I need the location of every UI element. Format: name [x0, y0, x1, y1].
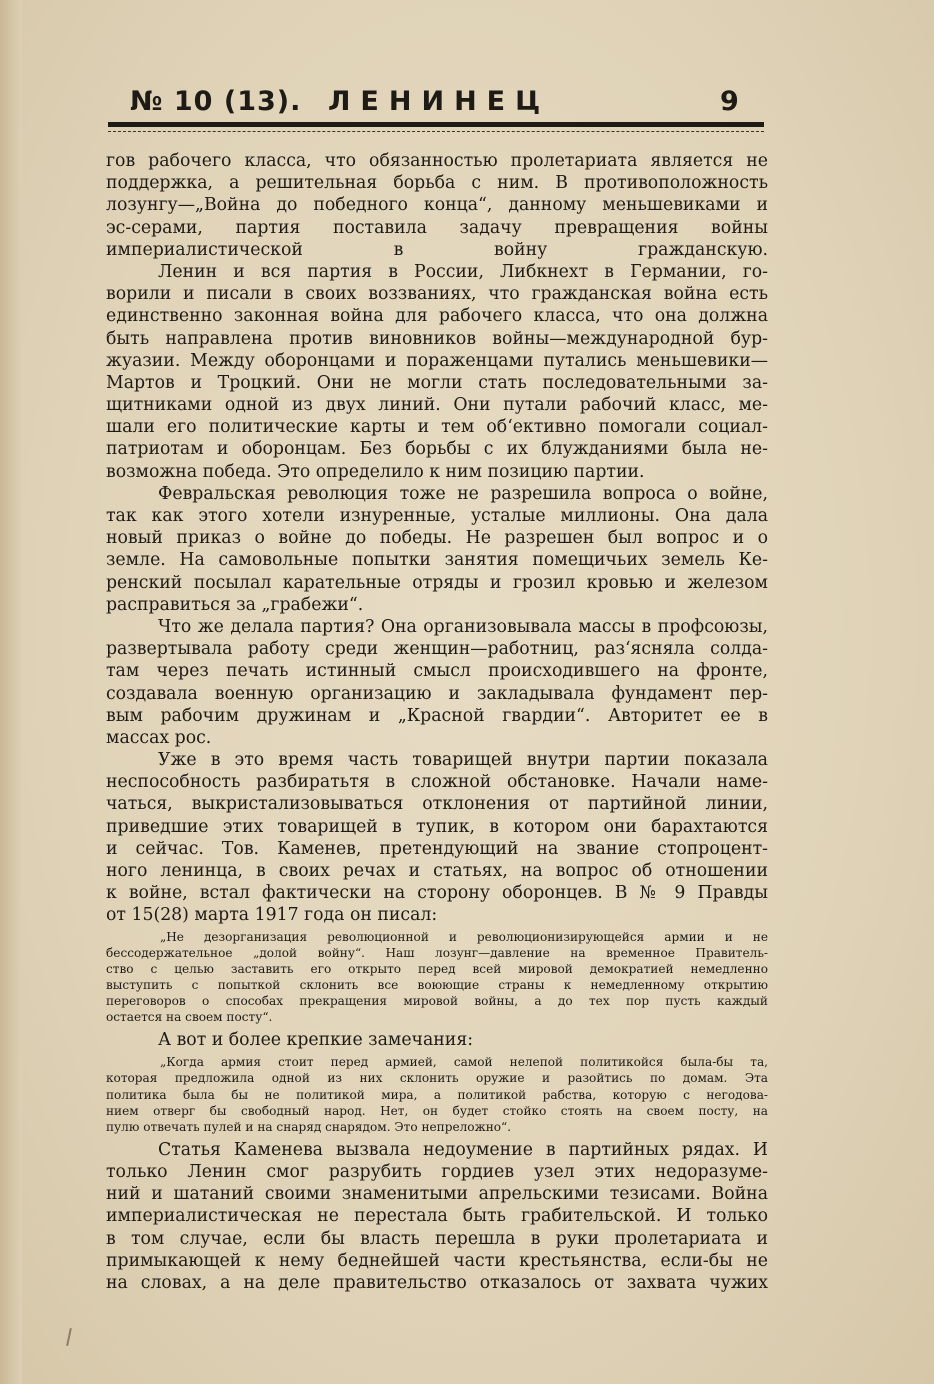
text-line: эс-серами, партия поставила задачу превращения войны: [106, 217, 768, 238]
text-line: только Ленин смог разрубить гордиев узел этих недоразуме-: [106, 1161, 768, 1182]
text-line: ренский посылал карательные отряды и грозил кровью и железом: [106, 572, 768, 593]
paragraph: [106, 150, 768, 261]
text-line: возможна победа. Это определило к ним позицию партии.: [106, 461, 645, 482]
text-line: неспособность разбиратьтя в сложной обстановке. Начали наме-: [106, 772, 768, 793]
text-line: чаться, выкристализовываться отклонения от партийной линии,: [106, 794, 768, 815]
text-line: А вот и более крепкие замечания:: [158, 1030, 474, 1051]
text-line: приведшие этих товарищей в тупик, в котором они барахтаются: [106, 816, 768, 837]
text-line: новый приказ о войне до победы. Не разрешен был вопрос и о: [106, 528, 768, 549]
article-body: [106, 150, 768, 1294]
block-quote: [106, 1054, 768, 1134]
text-line: империалистической в войну гражданскую.: [106, 239, 768, 260]
quote-line: пулю отвечать пулей и на снаряд снарядом. Это непреложно“.: [106, 1119, 512, 1134]
text-line: вым рабочим дружинам и „Красной гвардии“. Авторитет ее в: [106, 705, 768, 726]
text-line: лозунгу—„Война до победного конца“, данному меньшевиками и: [106, 195, 768, 216]
header-rule-dashed: [108, 131, 764, 132]
text-line: шали его политические карты и тем об‘ективно помогали социал-: [106, 417, 768, 438]
text-line: расправиться за „грабежи“.: [106, 594, 364, 615]
text-line: на словах, а на деле правительство отказалось от захвата чужих: [106, 1272, 768, 1293]
page-edge-shadow: [0, 0, 22, 1384]
text-line: Мартов и Троцкий. Они не могли стать последовательными за-: [106, 372, 768, 393]
text-line: создавала военную организацию и закладывала фундамент пер-: [106, 683, 768, 704]
text-line: ного ленинца, в своих речах и статьях, на вопрос об отношении: [106, 861, 768, 881]
text-line: от 15(28) марта 1917 года он писал:: [106, 905, 438, 926]
text-line: империалистическая не перестала быть грабительской. И только: [106, 1206, 768, 1227]
quote-line: бессодержательное „долой войну“. Наш лозунг—давление на временное Правитель-: [106, 945, 768, 960]
text-line: ворили и писали в своих воззваниях, что гражданская война есть: [106, 284, 768, 305]
quote-line: политика была бы не политикой мира, а политикой рабства, которую с негодова-: [106, 1087, 768, 1102]
text-line: Статья Каменева вызвала недоумение в партийных рядах. И: [158, 1139, 768, 1160]
text-line: к войне, встал фактически на сторону оборонцев. В № 9 Правды: [106, 883, 768, 904]
text-line: жуазии. Между оборонцами и пораженцами путались меньшевики—: [106, 350, 768, 371]
issue-number: № 10 (13).: [130, 86, 302, 117]
text-line: и сейчас. Тов. Каменев, претендующий на звание стопроцент-: [106, 838, 768, 859]
text-line: там через печать истинный смысл происходившего на фронте,: [106, 661, 768, 682]
text-line: Что же делала партия? Она организовывала массы в профсоюзы,: [158, 616, 768, 637]
quote-line: ство с целью заставить его открыто перед всей мировой демократией немедленно: [106, 961, 768, 976]
text-line: быть направлена против виновников войны—международной бур-: [106, 328, 768, 349]
paragraph: [106, 261, 768, 483]
newspaper-title: ЛЕНИНЕЦ: [328, 86, 551, 117]
quote-line: которая предложила одной из них склонить оружие и разойтись по домам. Эта: [106, 1071, 768, 1086]
paragraph: [106, 483, 768, 616]
text-line: примыкающей к нему беднейшей части крестьянства, если-бы не: [106, 1250, 768, 1271]
page-header: [108, 84, 764, 124]
quote-line: выступить с попыткой склонить все воюющие страны к немедленному открытию: [106, 977, 768, 992]
block-quote: [106, 929, 768, 1026]
text-line: Ленин и вся партия в России, Либкнехт в Германии, го-: [158, 261, 768, 282]
text-line: развертывала работу среди женщин—работниц, раз‘ясняла солда-: [106, 639, 768, 660]
quote-line: „Когда армия стоит перед армией, самой нелепой политикойся была-бы та,: [160, 1055, 768, 1070]
text-line: земле. На самовольные попытки занятия помещичьих земель Ке-: [106, 550, 768, 571]
paper-scratch: [66, 1328, 72, 1346]
page-number: 9: [720, 86, 739, 117]
text-line: так как этого хотели изнуренные, усталые миллионы. Она дала: [106, 506, 768, 526]
paragraph: [106, 1029, 768, 1051]
text-line: Февральская революция тоже не разрешила вопроса о войне,: [158, 483, 768, 504]
text-line: массах рос.: [106, 727, 212, 748]
text-line: поддержка, а решительная борьба с ним. В противоположность: [106, 173, 768, 194]
text-line: патриотам и оборонцам. Без борьбы с их блужданиями была не-: [106, 439, 768, 460]
text-line: единственно законная война для рабочего класса, что она должна: [106, 306, 768, 327]
text-line: в том случае, если бы власть перешла в руки пролетариата и: [106, 1228, 768, 1249]
quote-line: „Не дезорганизация революционной и революционизирующейся армии и не: [160, 929, 768, 944]
text-line: ний и шатаний своими знаменитыми апрельскими тезисами. Война: [106, 1184, 768, 1205]
quote-line: нием отверг бы свободный народ. Нет, он будет стойко стоять на своем посту, на: [106, 1103, 768, 1118]
quote-line: остается на своем посту“.: [106, 1010, 273, 1025]
paragraph: [106, 616, 768, 749]
header-rule: [108, 122, 764, 127]
paragraph: [106, 749, 768, 927]
text-line: щитниками одной из двух линий. Они путали рабочий класс, ме-: [106, 395, 768, 416]
paragraph: [106, 1139, 768, 1294]
text-line: гов рабочего класса, что обязанностью пролетариата является не: [106, 151, 768, 171]
quote-line: переговоров о способах прекращения мировой войны, а до тех пор пусть каждый: [106, 993, 768, 1008]
text-line: Уже в это время часть товарищей внутри партии показала: [158, 750, 768, 771]
